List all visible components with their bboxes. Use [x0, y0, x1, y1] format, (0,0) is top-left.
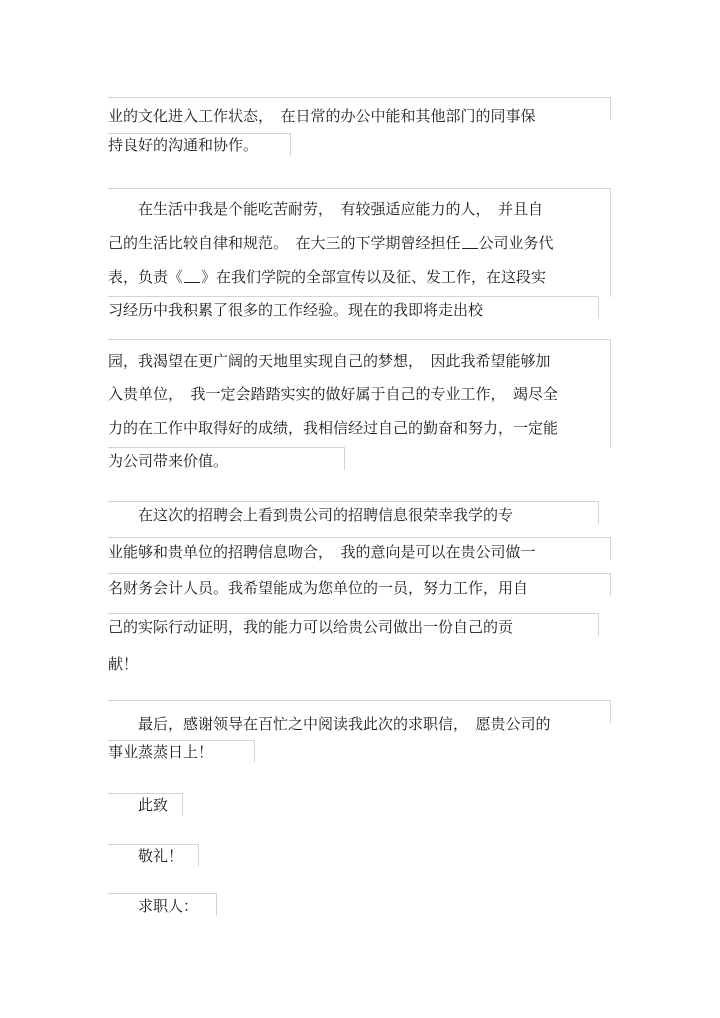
- text-line-with-blank: [108, 233, 554, 253]
- text-line: 己的实际行动证明，我的能力可以给贵公司做出一份自己的贡: [108, 618, 514, 636]
- text-line: 献！: [108, 655, 139, 673]
- text-line: 事业蒸蒸日上！: [108, 743, 214, 761]
- fill-in-blank: [462, 234, 478, 249]
- closing-line: 敬礼！: [108, 847, 184, 865]
- text-line: 持良好的沟通和协作。: [108, 136, 259, 154]
- text-line: 最后，感谢领导在百忙之中阅读我此次的求职信， 愿贵公司的: [108, 715, 551, 733]
- text-line: 业能够和贵单位的招聘信息吻合， 我的意向是可以在贵公司做一: [108, 543, 536, 561]
- text-line-with-blank: [108, 267, 546, 287]
- text-line: 在这次的招聘会上看到贵公司的招聘信息很荣幸我学的专: [108, 506, 514, 524]
- text-line: 名财务会计人员。我希望能成为您单位的一员，努力工作，用自: [108, 579, 529, 597]
- text-line: 为公司带来价值。: [108, 452, 229, 470]
- text-line: 业的文化进入工作状态， 在日常的办公中能和其他部门的同事保: [108, 107, 536, 125]
- text-line: 在生活中我是个能吃苦耐劳， 有较强适应能力的人， 并且自: [108, 200, 544, 218]
- closing-line: 此致: [108, 796, 169, 814]
- text-line: 习经历中我积累了很多的工作经验。现在的我即将走出校: [108, 301, 484, 319]
- text-segment: 》在我们学院的全部宣传以及征、发工作，在这段实: [201, 268, 547, 286]
- text-segment: 公司业务代: [478, 234, 554, 252]
- signature-line: 求职人：: [108, 897, 199, 915]
- text-line: 力的在工作中取得好的成绩，我相信经过自己的勤奋和努力，一定能: [108, 419, 559, 437]
- text-line: 园，我渴望在更广阔的天地里实现自己的梦想， 因此我希望能够加: [108, 352, 551, 370]
- text-segment: 表，负责《: [108, 268, 184, 286]
- fill-in-blank: [184, 268, 200, 283]
- text-segment: 己的生活比较自律和规范。 在大三的下学期曾经担任: [108, 234, 461, 252]
- text-line: 入贵单位， 我一定会踏踏实实的做好属于自己的专业工作， 竭尽全: [108, 385, 559, 403]
